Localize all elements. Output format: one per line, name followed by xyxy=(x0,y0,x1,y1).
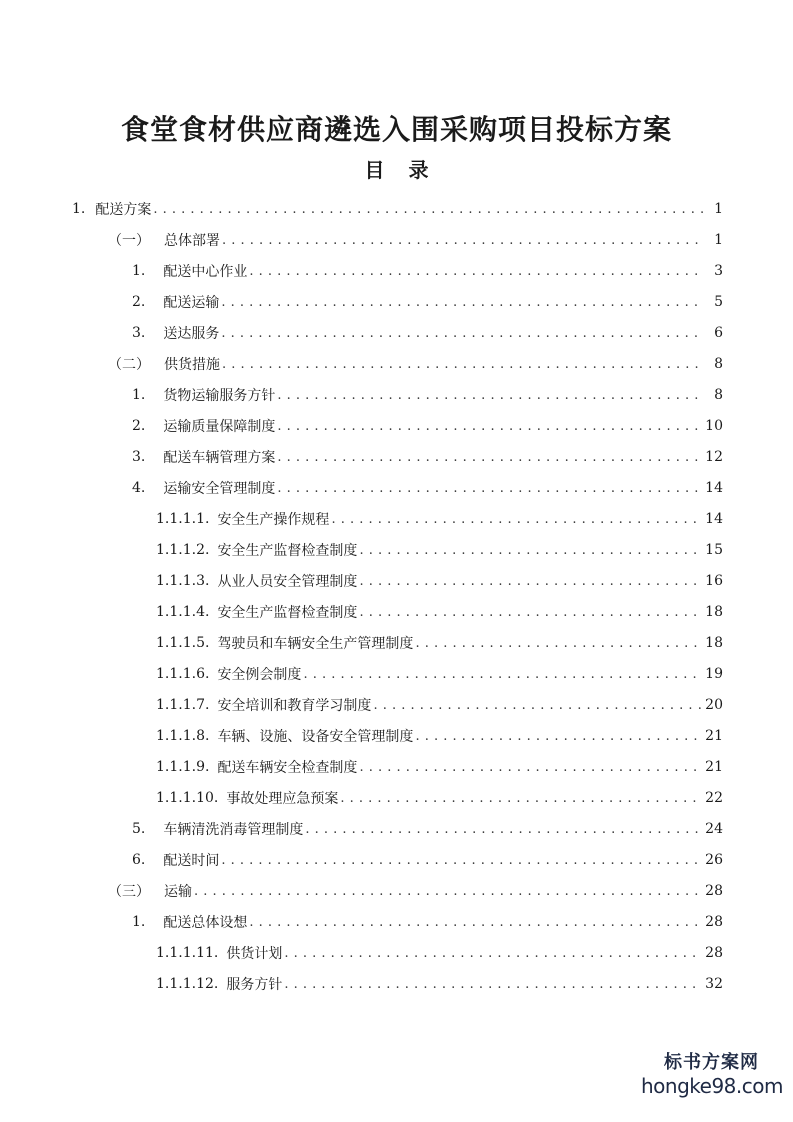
toc-entry[interactable] xyxy=(156,627,723,658)
toc-entry-number: 1. xyxy=(132,386,146,403)
toc-dot-leader xyxy=(221,286,703,317)
toc-entry-label: 配送总体设想 xyxy=(163,914,248,931)
toc-entry-label: 安全培训和教育学习制度 xyxy=(217,697,372,714)
toc-entry-page-number: 1 xyxy=(714,231,723,248)
toc-entry-label: 配送方案 xyxy=(95,201,152,218)
toc-dot-leader xyxy=(373,689,701,720)
toc-entry-page-number: 8 xyxy=(714,386,723,403)
toc-entry[interactable] xyxy=(156,658,723,689)
toc-entry-page-number: 8 xyxy=(714,355,723,372)
toc-entry[interactable] xyxy=(156,689,723,720)
toc-dot-leader xyxy=(277,379,703,410)
toc-dot-leader xyxy=(249,906,701,937)
toc-entry-number: 2. xyxy=(132,293,146,310)
toc-entry-label: 送达服务 xyxy=(163,325,220,342)
toc-entry-page-number: 28 xyxy=(705,944,723,961)
toc-entry-number: 3. xyxy=(132,448,146,465)
toc-entry[interactable] xyxy=(156,534,723,565)
toc-entry-number: 1.1.1.6. xyxy=(156,665,210,682)
toc-entry[interactable] xyxy=(156,503,723,534)
toc-entry[interactable] xyxy=(132,379,723,410)
toc-heading-char-2: 录 xyxy=(408,158,429,182)
toc-entry-page-number: 26 xyxy=(705,851,723,868)
toc-entry-number: 1.1.1.4. xyxy=(156,603,210,620)
toc-entry-page-number: 28 xyxy=(705,882,723,899)
toc-entry[interactable] xyxy=(108,348,723,379)
toc-entry[interactable] xyxy=(108,875,723,906)
toc-entry-page-number: 21 xyxy=(705,758,723,775)
toc-entry[interactable] xyxy=(132,844,723,875)
toc-entry[interactable] xyxy=(156,968,723,999)
toc-entry[interactable] xyxy=(72,193,723,224)
toc-entry-page-number: 6 xyxy=(714,324,723,341)
toc-entry-page-number: 10 xyxy=(705,417,723,434)
toc-entry-number: 5. xyxy=(132,820,146,837)
toc-entry-number: 1. xyxy=(72,200,86,217)
toc-entry[interactable] xyxy=(132,813,723,844)
toc-entry-number: （三） xyxy=(108,883,150,900)
toc-dot-leader xyxy=(277,472,701,503)
toc-entry-page-number: 14 xyxy=(705,510,723,527)
toc-entry-number: 1.1.1.12. xyxy=(156,975,219,992)
toc-entry-page-number: 21 xyxy=(705,727,723,744)
toc-entry-page-number: 3 xyxy=(714,262,723,279)
toc-entry-label: 从业人员安全管理制度 xyxy=(217,573,358,590)
toc-entry[interactable] xyxy=(156,565,723,596)
toc-entry-label: 运输 xyxy=(164,883,192,900)
toc-heading-char-1: 目 xyxy=(364,158,385,182)
toc-entry[interactable] xyxy=(132,255,723,286)
toc-dot-leader xyxy=(222,348,703,379)
toc-entry-number: 1. xyxy=(132,262,146,279)
toc-entry[interactable] xyxy=(156,751,723,782)
toc-entry-number: 6. xyxy=(132,851,146,868)
toc-entry-label: 配送车辆安全检查制度 xyxy=(217,759,358,776)
toc-entry-label: 驾驶员和车辆安全生产管理制度 xyxy=(217,635,414,652)
toc-entry[interactable] xyxy=(132,410,723,441)
watermark-name: 标书方案网 xyxy=(664,1052,759,1073)
toc-dot-leader xyxy=(359,751,701,782)
toc-entry[interactable] xyxy=(108,224,723,255)
toc-entry-page-number: 32 xyxy=(705,975,723,992)
toc-entry-number: （二） xyxy=(108,356,150,373)
toc-entry-page-number: 14 xyxy=(705,479,723,496)
toc-dot-leader xyxy=(415,720,701,751)
toc-entry-label: 安全生产监督检查制度 xyxy=(217,604,358,621)
toc-dot-leader xyxy=(305,813,701,844)
toc-entry[interactable] xyxy=(132,906,723,937)
toc-dot-leader xyxy=(340,782,701,813)
toc-entry[interactable] xyxy=(156,782,723,813)
toc-entry-number: 1.1.1.1. xyxy=(156,510,210,527)
toc-entry-number: 1.1.1.10. xyxy=(156,789,219,806)
toc-entry-page-number: 16 xyxy=(705,572,723,589)
toc-dot-leader xyxy=(277,441,701,472)
toc-entry-page-number: 22 xyxy=(705,789,723,806)
toc-entry-number: 3. xyxy=(132,324,146,341)
toc-entry-page-number: 18 xyxy=(705,634,723,651)
toc-dot-leader xyxy=(359,534,701,565)
toc-entry-label: 供货计划 xyxy=(226,945,283,962)
toc-dot-leader xyxy=(359,565,701,596)
toc-entry-page-number: 5 xyxy=(714,293,723,310)
toc-dot-leader xyxy=(221,844,701,875)
toc-entry[interactable] xyxy=(156,596,723,627)
toc-entry-label: 安全例会制度 xyxy=(217,666,302,683)
toc-entry-number: 1.1.1.8. xyxy=(156,727,210,744)
toc-entry-page-number: 24 xyxy=(705,820,723,837)
document-title: 食堂食材供应商遴选入围采购项目投标方案 xyxy=(120,113,672,146)
toc-dot-leader xyxy=(284,937,701,968)
toc-entry-page-number: 12 xyxy=(705,448,723,465)
toc-entry[interactable] xyxy=(132,317,723,348)
toc-entry-page-number: 15 xyxy=(705,541,723,558)
toc-heading xyxy=(0,156,793,184)
toc-entry-number: 1.1.1.3. xyxy=(156,572,210,589)
toc-entry-page-number: 18 xyxy=(705,603,723,620)
toc-entry-number: 1.1.1.7. xyxy=(156,696,210,713)
toc-entry-page-number: 20 xyxy=(705,696,723,713)
toc-entry-number: 1.1.1.9. xyxy=(156,758,210,775)
toc-entry-label: 配送运输 xyxy=(163,294,220,311)
toc-entry-number: 4. xyxy=(132,479,146,496)
toc-entry-label: 配送车辆管理方案 xyxy=(163,449,276,466)
watermark-url: hongke98.com xyxy=(641,1074,783,1098)
toc-entry-number: 1.1.1.11. xyxy=(156,944,219,961)
toc-entry-label: 供货措施 xyxy=(164,356,220,373)
toc-entry-page-number: 19 xyxy=(705,665,723,682)
toc-entry[interactable] xyxy=(156,937,723,968)
toc-entry[interactable] xyxy=(132,441,723,472)
watermark xyxy=(641,1052,781,1098)
toc-entry-label: 安全生产操作规程 xyxy=(217,511,330,528)
toc-entry-label: 事故处理应急预案 xyxy=(226,790,339,807)
toc-entry-page-number: 28 xyxy=(705,913,723,930)
toc-entry[interactable] xyxy=(156,720,723,751)
toc-dot-leader xyxy=(222,224,703,255)
toc-entry-label: 配送时间 xyxy=(163,852,220,869)
toc-entry-number: 2. xyxy=(132,417,146,434)
toc-entry[interactable] xyxy=(132,472,723,503)
toc-dot-leader xyxy=(284,968,701,999)
toc-entry-label: 服务方针 xyxy=(226,976,283,993)
toc-entry-label: 车辆、设施、设备安全管理制度 xyxy=(217,728,414,745)
toc-dot-leader xyxy=(249,255,703,286)
toc-entry-number: 1. xyxy=(132,913,146,930)
toc-dot-leader xyxy=(303,658,701,689)
toc-dot-leader xyxy=(359,596,701,627)
toc-entry-label: 运输安全管理制度 xyxy=(163,480,276,497)
toc-entry[interactable] xyxy=(132,286,723,317)
toc-entry-label: 配送中心作业 xyxy=(163,263,248,280)
toc-entry-number: （一） xyxy=(108,232,150,249)
toc-entry-label: 安全生产监督检查制度 xyxy=(217,542,358,559)
toc-entry-label: 货物运输服务方针 xyxy=(163,387,276,404)
toc-dot-leader xyxy=(153,193,703,224)
toc-dot-leader xyxy=(194,875,701,906)
toc-dot-leader xyxy=(221,317,703,348)
toc-entry-number: 1.1.1.5. xyxy=(156,634,210,651)
toc-dot-leader xyxy=(331,503,701,534)
toc-entry-page-number: 1 xyxy=(714,200,723,217)
toc-dot-leader xyxy=(277,410,701,441)
toc-entry-label: 运输质量保障制度 xyxy=(163,418,276,435)
toc-entry-label: 总体部署 xyxy=(164,232,220,249)
toc-dot-leader xyxy=(415,627,701,658)
toc-entry-label: 车辆清洗消毒管理制度 xyxy=(163,821,304,838)
toc-entry-number: 1.1.1.2. xyxy=(156,541,210,558)
